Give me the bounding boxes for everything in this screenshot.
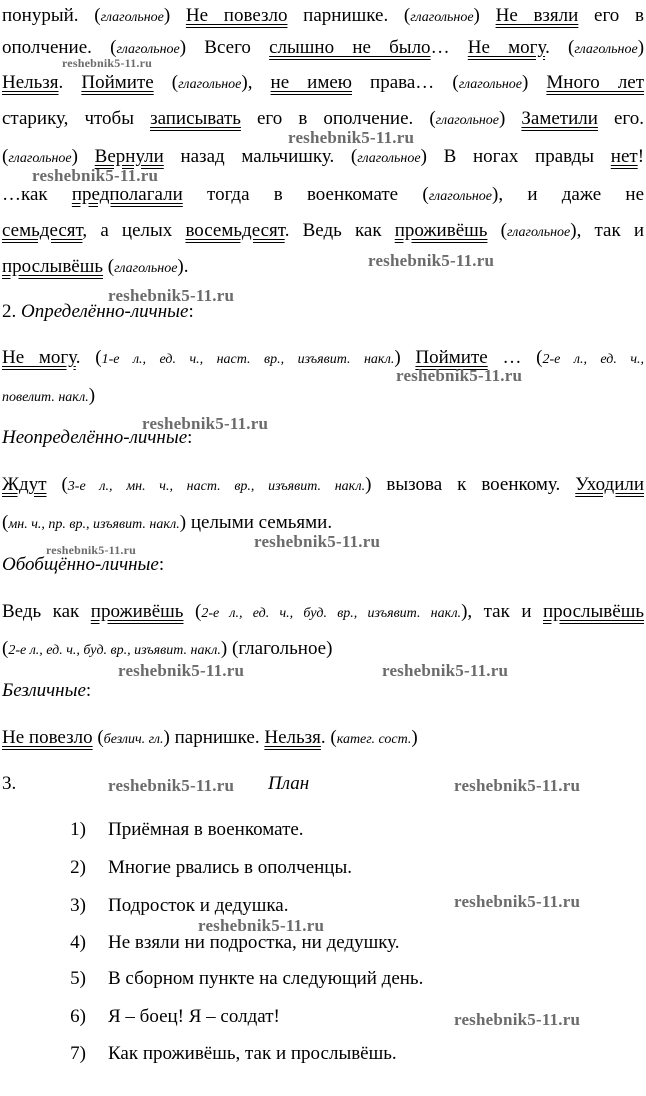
watermark: reshebnik5-11.ru (454, 892, 581, 911)
text-line: повелит. накл.) (2, 385, 96, 406)
text-line: Ведь как проживёшь (2-е л., ед. ч., буд. вр., изъявит. накл.), так и прослывёшь (2, 601, 645, 622)
list-text: Приёмная в военкомате. (108, 819, 304, 840)
section-heading: Обобщённо-личные: (2, 554, 165, 575)
text-line: понурый. (глагольное) Не повезло парнишке. (глагольное) Не взяли его в (2, 5, 644, 26)
text-line: старику, чтобы записывать его в ополчение. (глагольное) Заметили его. (2, 108, 644, 129)
watermark: reshebnik5-11.ru (62, 56, 152, 70)
text-line: семьдесят, а целых восемьдесят. Ведь как проживёшь (глагольное), так и (2, 220, 645, 241)
text-line: (мн. ч., пр. вр., изъявит. накл.) целыми семьями. (2, 512, 333, 533)
list-text: Подросток и дедушка. (108, 895, 289, 916)
list-number: 3) (70, 895, 86, 916)
list-text: В сборном пункте на следующий день. (108, 968, 424, 989)
list-text: Я – боец! Я – солдат! (108, 1006, 280, 1027)
list-number: 1) (70, 819, 86, 840)
section-heading: Безличные: (2, 680, 92, 701)
watermark: reshebnik5-11.ru (254, 532, 381, 551)
list-number: 2) (70, 857, 86, 878)
watermark: reshebnik5-11.ru (108, 776, 235, 795)
watermark: reshebnik5-11.ru (454, 776, 581, 795)
watermark: reshebnik5-11.ru (46, 543, 136, 557)
text-line: прослывёшь (глагольное). (2, 256, 189, 277)
list-text: Не взяли ни подростка, ни дедушку. (108, 932, 400, 953)
watermark: reshebnik5-11.ru (198, 916, 325, 935)
watermark: reshebnik5-11.ru (454, 1010, 581, 1029)
text-line: …как предполагали тогда в военкомате (глагольное), и даже не (2, 184, 645, 205)
watermark: reshebnik5-11.ru (142, 414, 269, 433)
text-line: Не могу. (1-е л., ед. ч., наст. вр., изъявит. накл.) Поймите … (2-е л., ед. ч., (2, 347, 645, 368)
watermark: reshebnik5-11.ru (382, 661, 509, 680)
text-line: Ждут (3-е л., мн. ч., наст. вр., изъявит. накл.) вызова к военкому. Уходили (2, 474, 645, 495)
watermark: reshebnik5-11.ru (32, 166, 159, 185)
watermark: reshebnik5-11.ru (118, 661, 245, 680)
watermark: reshebnik5-11.ru (396, 366, 523, 385)
list-number: 7) (70, 1043, 86, 1064)
plan-title: План (268, 773, 310, 794)
text-line: (2-е л., ед. ч., буд. вр., изъявит. накл.) (глагольное) (2, 638, 333, 659)
watermark: reshebnik5-11.ru (108, 286, 235, 305)
list-text: Многие рвались в ополченцы. (108, 857, 352, 878)
list-number: 4) (70, 932, 86, 953)
watermark: reshebnik5-11.ru (368, 251, 495, 270)
text-line: (глагольное) Вернули назад мальчишку. (глагольное) В ногах правды нет! (2, 146, 645, 167)
list-number: 6) (70, 1006, 86, 1027)
list-text: Как проживёшь, так и прослывёшь. (108, 1043, 397, 1064)
text-line: ополчение. (глагольное) Всего слышно не было… Не могу. (глагольное) (2, 37, 645, 58)
section-heading: Неопределённо-личные: (2, 427, 193, 448)
section-heading: 2. Определённо-личные: (2, 301, 194, 322)
list-number: 5) (70, 968, 86, 989)
section-number: 3. (2, 773, 17, 794)
text-line: Не повезло (безлич. гл.) парнишке. Нельзя. (катег. сост.) (2, 727, 418, 748)
text-line: Нельзя. Поймите (глагольное), не имею права… (глагольное) Много лет (2, 72, 645, 93)
watermark: reshebnik5-11.ru (288, 128, 415, 147)
